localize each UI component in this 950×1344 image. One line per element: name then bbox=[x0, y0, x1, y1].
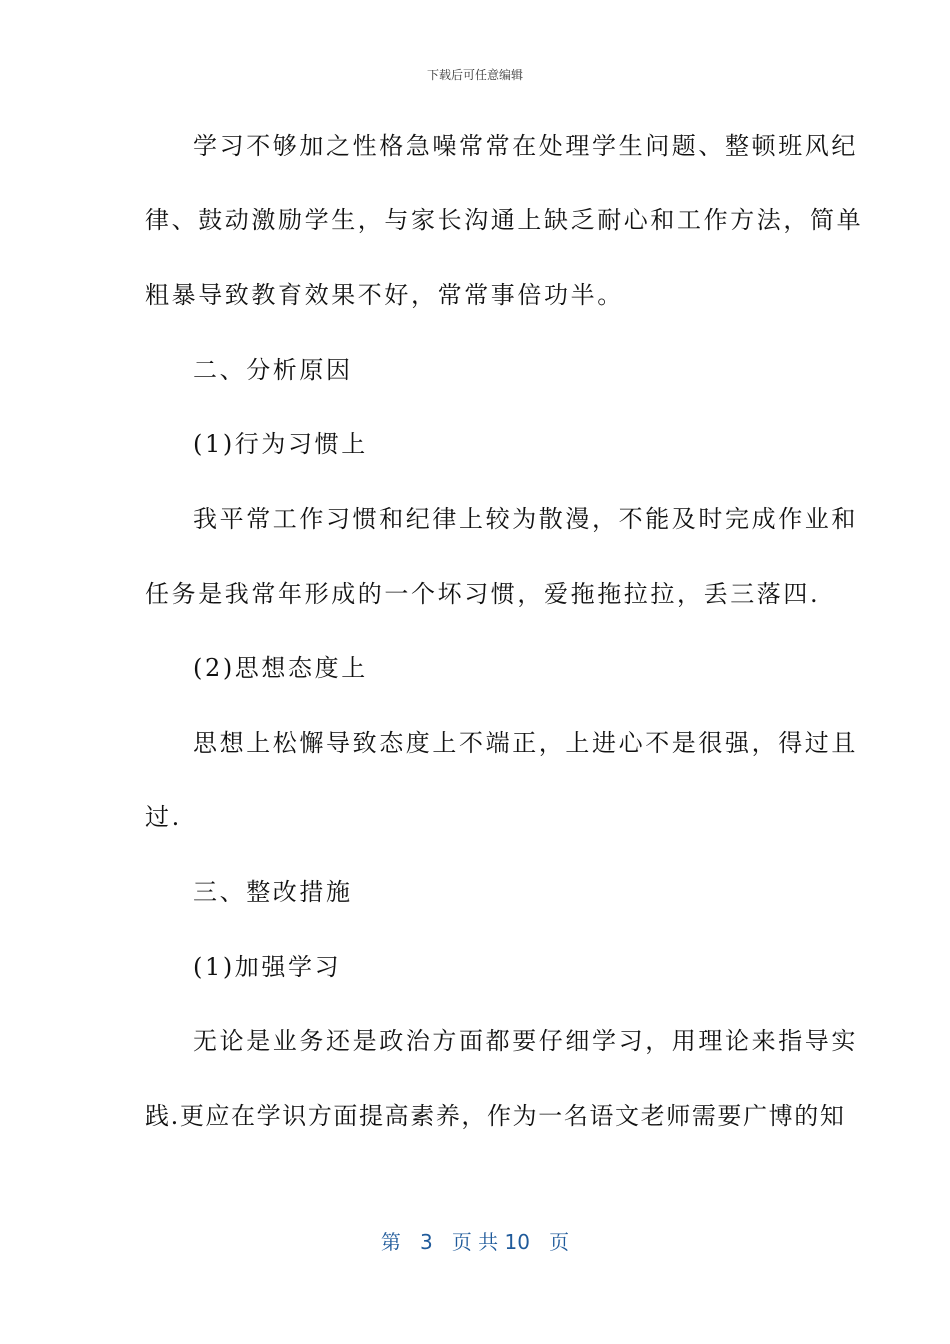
paragraph-line: 我平常工作习惯和纪律上较为散漫，不能及时完成作业和 bbox=[193, 505, 858, 533]
footer-label-of: 页 共 bbox=[451, 1230, 499, 1254]
paragraph-line: 任务是我常年形成的一个坏习惯，爱拖拖拉拉，丢三落四. bbox=[145, 580, 821, 608]
paragraph-line: 过. bbox=[145, 803, 182, 831]
total-pages-number: 10 bbox=[504, 1230, 530, 1254]
subsection-heading: (2)思想态度上 bbox=[193, 654, 368, 682]
current-page-number: 3 bbox=[420, 1230, 433, 1254]
paragraph-line: 践.更应在学识方面提高素养，作为一名语文老师需要广博的知 bbox=[145, 1102, 846, 1130]
footer-label-pages: 页 bbox=[549, 1230, 570, 1254]
section-heading: 二、分析原因 bbox=[193, 356, 353, 384]
paragraph-line: 思想上松懈导致态度上不端正，上进心不是很强，得过且 bbox=[193, 729, 858, 757]
paragraph-line: 无论是业务还是政治方面都要仔细学习，用理论来指导实 bbox=[193, 1027, 858, 1055]
paragraph-line: 粗暴导致教育效果不好，常常事倍功半。 bbox=[145, 281, 624, 309]
paragraph-line: 律、鼓动激励学生，与家长沟通上缺乏耐心和工作方法，简单 bbox=[145, 206, 864, 234]
footer-label-page: 第 bbox=[380, 1230, 401, 1254]
page-footer bbox=[0, 1226, 950, 1255]
page-header: 下载后可任意编辑 bbox=[426, 68, 523, 82]
subsection-heading: (1)行为习惯上 bbox=[193, 430, 368, 458]
paragraph-line: 学习不够加之性格急噪常常在处理学生问题、整顿班风纪 bbox=[193, 132, 858, 160]
section-heading: 三、整改措施 bbox=[193, 878, 353, 906]
subsection-heading: (1)加强学习 bbox=[193, 953, 342, 981]
